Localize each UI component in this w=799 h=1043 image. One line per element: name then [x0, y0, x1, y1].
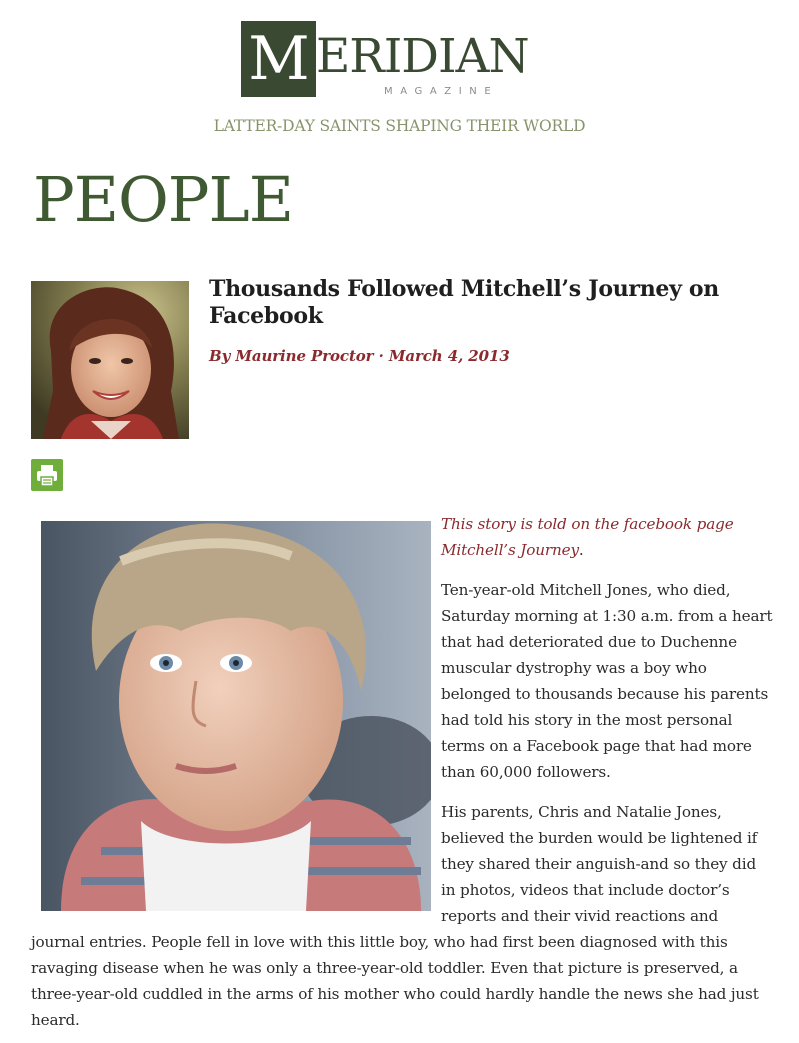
- paragraph-line: muscular dystrophy was a boy who: [441, 659, 707, 677]
- logo-subtitle: MAGAZINE: [384, 86, 499, 97]
- paragraph-line: reports and their vivid reactions and: [441, 907, 719, 925]
- article-title-line: Facebook: [209, 303, 323, 329]
- logo-wordmark[interactable]: ERIDIAN: [316, 29, 529, 84]
- print-button[interactable]: [31, 459, 63, 491]
- article-paragraph-2-continued: [31, 929, 771, 1033]
- intro-line: This story is told on the facebook page: [441, 515, 734, 533]
- paragraph-line: they shared their anguish-and so they did: [441, 855, 757, 873]
- paragraph-line: belonged to thousands because his parents: [441, 685, 769, 703]
- author-photo: [31, 281, 189, 439]
- paragraph-line: that had deteriorated due to Duchenne: [441, 633, 737, 651]
- section-title: PEOPLE: [33, 163, 293, 236]
- article-paragraph-2: [441, 799, 781, 929]
- intro-line: [441, 537, 781, 563]
- paragraph-line: than 60,000 followers.: [441, 763, 611, 781]
- paragraph-line: ravaging disease when he was only a three-year-old toddler. Even that picture is preserved, a: [31, 959, 738, 977]
- paragraph-line: terms on a Facebook page that had more: [441, 737, 752, 755]
- paragraph-line: Saturday morning at 1:30 a.m. from a heart: [441, 607, 773, 625]
- article-intro: [441, 511, 781, 563]
- article-title-line: Thousands Followed Mitchell’s Journey on: [209, 276, 720, 302]
- paragraph-line: believed the burden would be lightened if: [441, 829, 758, 847]
- site-logo[interactable]: [241, 21, 316, 97]
- article-photo: [41, 521, 431, 911]
- author-portrait-image: [31, 281, 189, 439]
- article-title: [209, 276, 769, 330]
- paragraph-line: three-year-old cuddled in the arms of his mother who could hardly handle the news she had just: [31, 985, 759, 1003]
- paragraph-line: journal entries. People fell in love with this little boy, who had first been diagnosed with this: [31, 933, 728, 951]
- site-tagline: LATTER-DAY SAINTS SHAPING THEIR WORLD: [213, 117, 586, 135]
- paragraph-line: His parents, Chris and Natalie Jones,: [441, 803, 722, 821]
- printer-icon: [31, 459, 63, 491]
- paragraph-line: heard.: [31, 1011, 80, 1029]
- article-byline[interactable]: By Maurine Proctor · March 4, 2013: [209, 347, 510, 365]
- paragraph-line: in photos, videos that include doctor’s: [441, 881, 730, 899]
- intro-period: .: [578, 541, 584, 559]
- paragraph-line: Ten-year-old Mitchell Jones, who died,: [441, 581, 731, 599]
- mitchells-journey-link[interactable]: Mitchell’s Journey: [441, 541, 579, 559]
- masthead: [0, 20, 799, 100]
- logo-initial: M: [248, 24, 309, 94]
- paragraph-line: had told his story in the most personal: [441, 711, 733, 729]
- article-paragraph-1: [441, 577, 781, 785]
- boy-portrait-image: [41, 521, 431, 911]
